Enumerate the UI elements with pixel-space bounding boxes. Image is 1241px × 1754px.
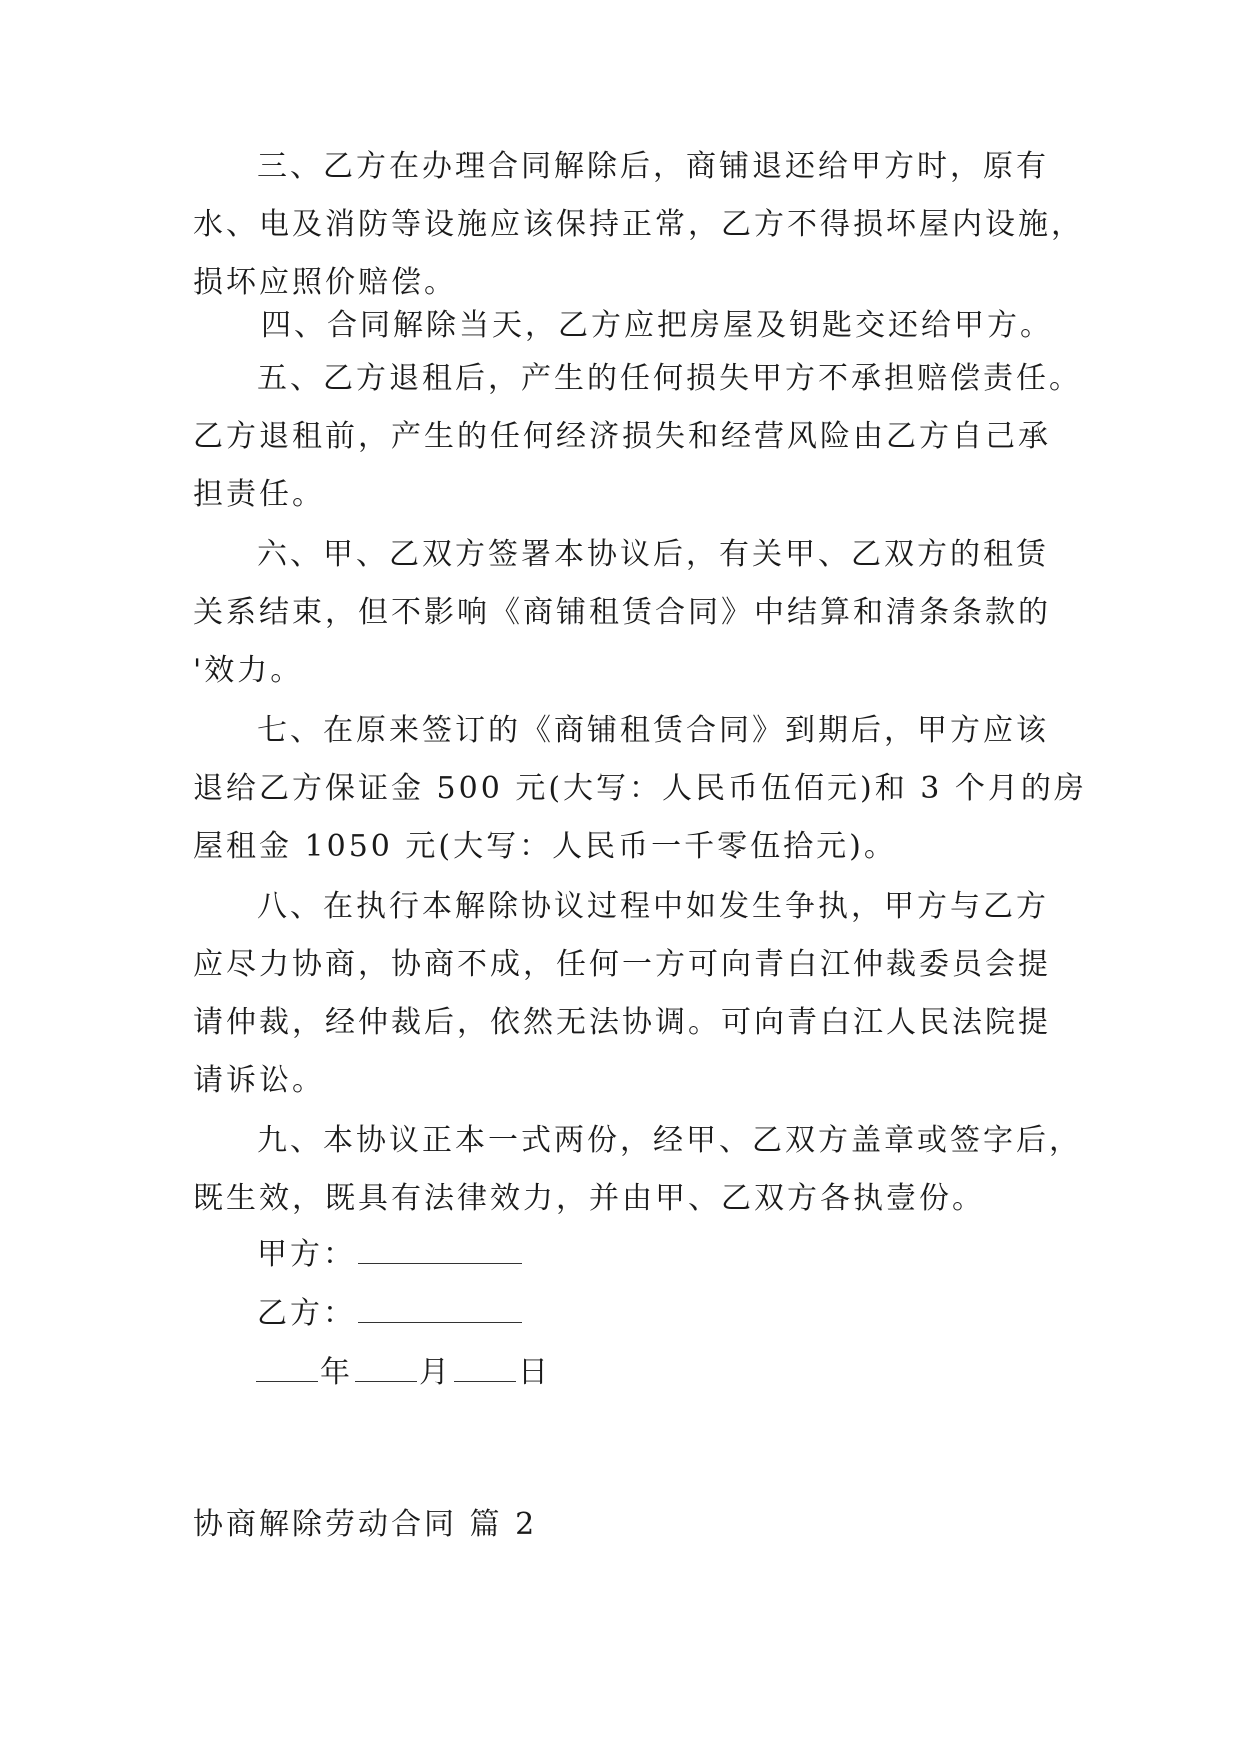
month-label: 月	[419, 1355, 452, 1390]
clause-5-line-1: 五、乙方退租后，产生的任何损失甲方不承担赔偿责任。	[257, 361, 1082, 396]
party-b-blank[interactable]	[358, 1292, 522, 1323]
clause-7	[193, 702, 1087, 876]
party-b-signature	[257, 1285, 524, 1343]
clause-8-line-3: 请仲裁，经仲裁后，依然无法协调。可向青白江人民法院提	[193, 1005, 1051, 1040]
party-a-signature	[257, 1226, 524, 1284]
clause-7-line-3: 屋租金 1050 元(大写：人民币一千零伍拾元)。	[193, 829, 897, 864]
year-blank[interactable]	[256, 1351, 318, 1382]
clause-9	[193, 1112, 1082, 1228]
signing-date	[254, 1344, 551, 1402]
clause-8-line-4: 请诉讼。	[193, 1063, 325, 1098]
clause-8	[193, 878, 1063, 1110]
clause-9-line-2: 既生效，既具有法律效力，并由甲、乙双方各执壹份。	[193, 1181, 985, 1216]
party-a-blank[interactable]	[358, 1233, 522, 1264]
clause-5-line-2: 乙方退租前，产生的任何经济损失和经营风险由乙方自己承	[193, 419, 1051, 454]
clause-7-line-1: 七、在原来签订的《商铺租赁合同》到期后，甲方应该	[257, 713, 1049, 748]
clause-5-line-3: 担责任。	[193, 477, 325, 512]
clause-4	[193, 297, 1063, 355]
next-section-heading: 协商解除劳动合同 篇 2	[193, 1507, 538, 1542]
clause-6	[193, 526, 1063, 700]
clause-9-line-1: 九、本协议正本一式两份，经甲、乙双方盖章或签字后，	[257, 1123, 1082, 1158]
day-blank[interactable]	[454, 1351, 516, 1382]
clause-3-line-1: 三、乙方在办理合同解除后，商铺退还给甲方时，原有	[257, 149, 1049, 184]
clause-3-line-2: 水、电及消防等设施应该保持正常，乙方不得损坏屋内设施，	[193, 207, 1084, 242]
clause-6-line-1: 六、甲、乙双方签署本协议后，有关甲、乙双方的租赁	[257, 537, 1049, 572]
clause-8-line-2: 应尽力协商，协商不成，任何一方可向青白江仲裁委员会提	[193, 947, 1051, 982]
month-blank[interactable]	[355, 1351, 417, 1382]
party-a-label: 甲方：	[257, 1237, 356, 1272]
party-b-label: 乙方：	[257, 1296, 356, 1331]
clause-6-line-3: '效力。	[193, 653, 304, 688]
clause-3-line-3: 损坏应照价赔偿。	[193, 265, 457, 300]
clause-7-line-2: 退给乙方保证金 500 元(大写：人民币伍佰元)和 3 个月的房	[193, 771, 1087, 806]
clause-5	[193, 350, 1082, 524]
clause-6-line-2: 关系结束，但不影响《商铺租赁合同》中结算和清条条款的	[193, 595, 1051, 630]
clause-8-line-1: 八、在执行本解除协议过程中如发生争执，甲方与乙方	[257, 889, 1049, 924]
day-label: 日	[518, 1355, 551, 1390]
clause-3	[193, 138, 1084, 312]
year-label: 年	[320, 1355, 353, 1390]
clause-4-line-1: 四、合同解除当天，乙方应把房屋及钥匙交还给甲方。	[261, 308, 1053, 343]
